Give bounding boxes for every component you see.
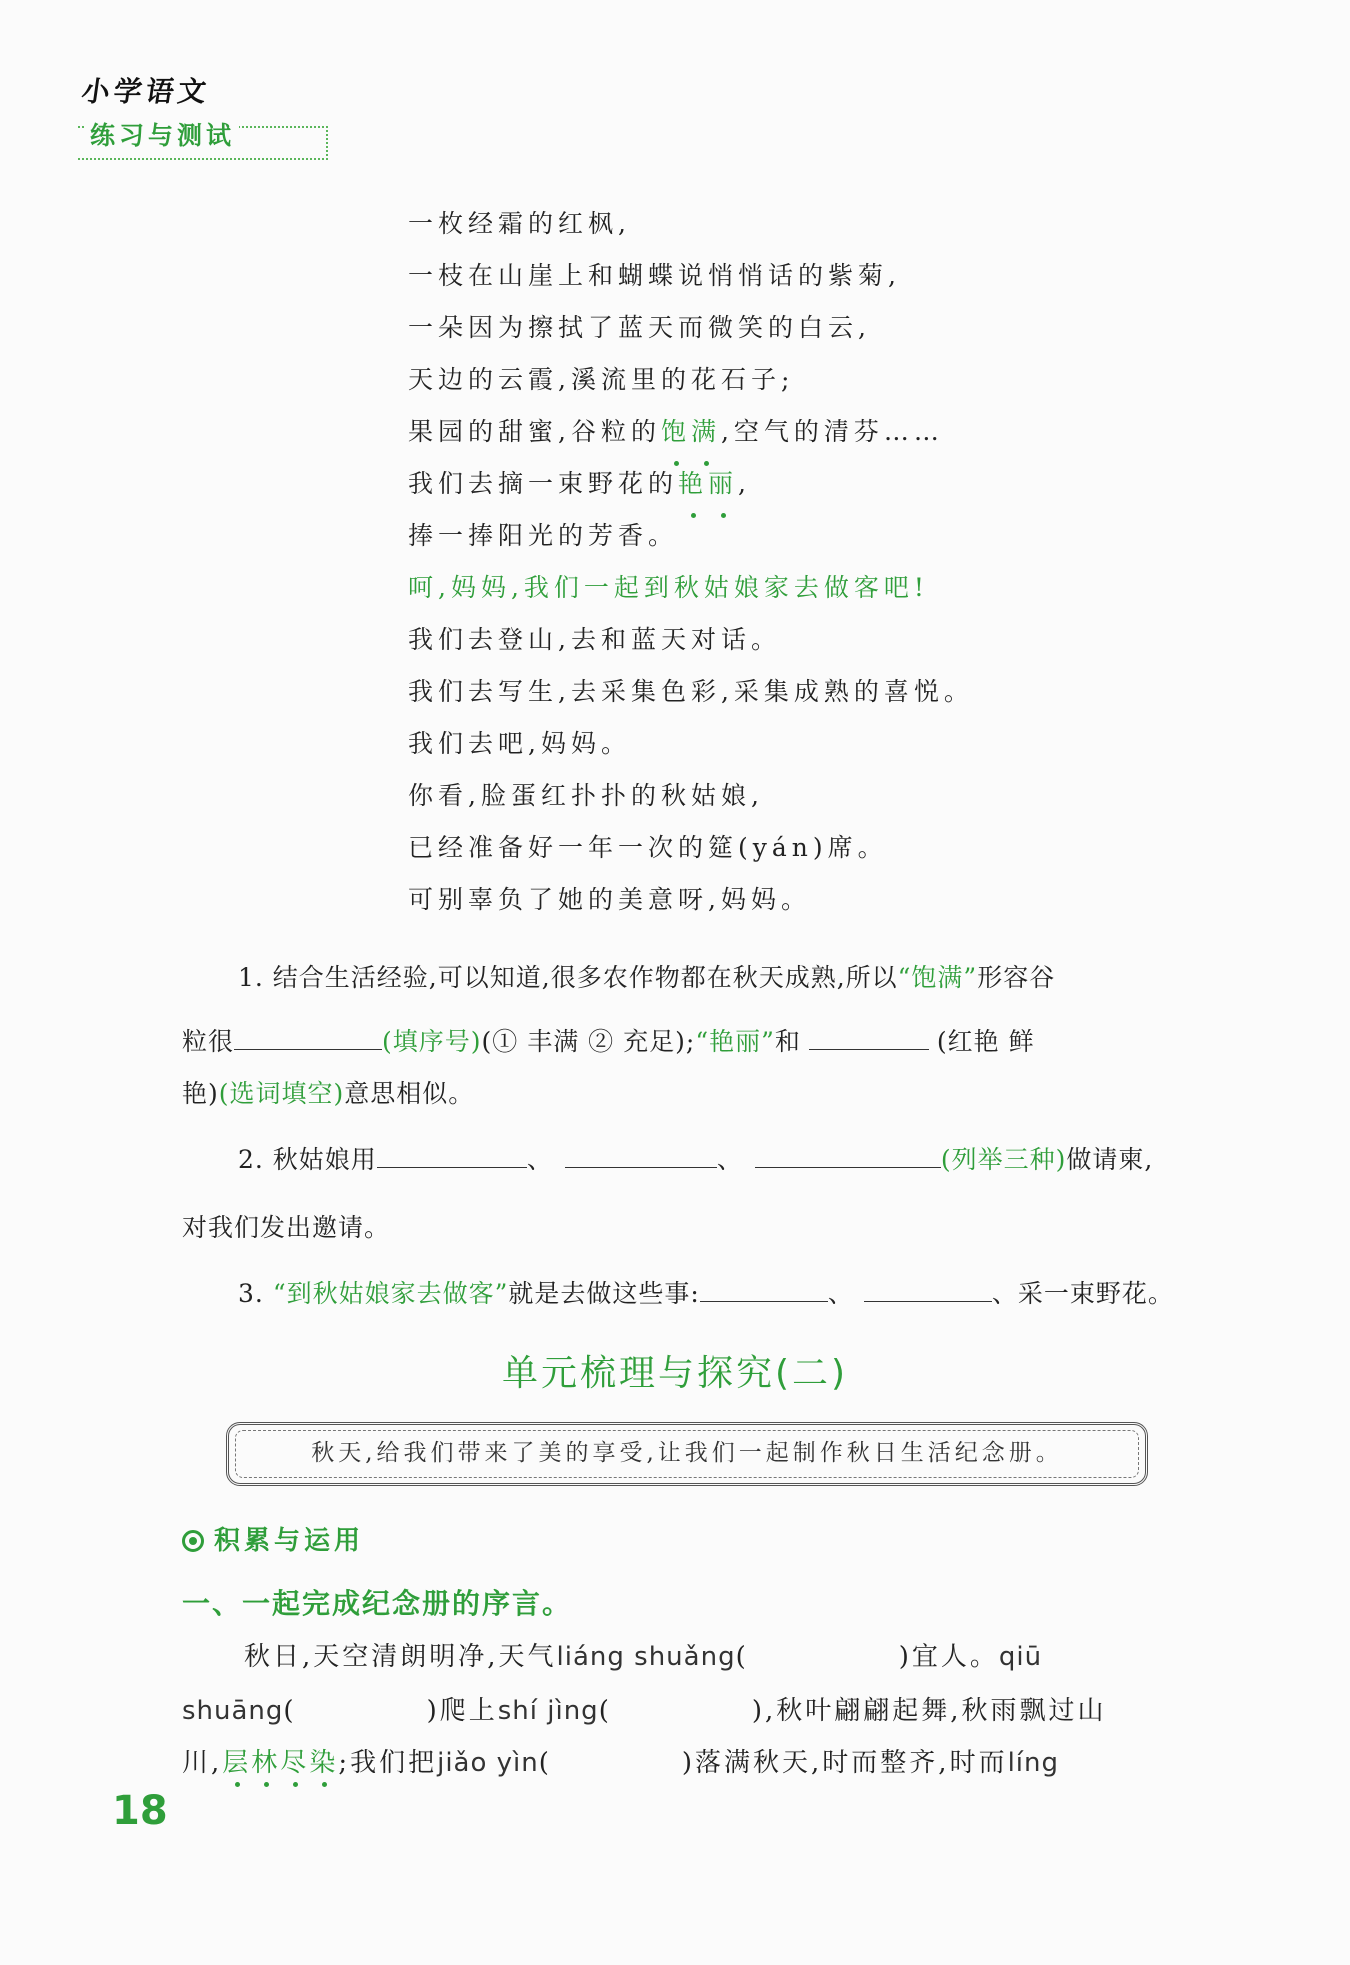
answer-blank[interactable] <box>297 1693 427 1719</box>
question-text: 、采一束野花。 <box>991 1279 1174 1308</box>
poem-line: 我们去登山,去和蓝天对话。 <box>408 625 781 654</box>
poem-text: ,空气的清芬…… <box>720 417 944 446</box>
preface-text: ;我们把 <box>338 1748 438 1778</box>
preface-text: ),秋叶翩翩起舞,秋雨飘过山 <box>751 1696 1107 1726</box>
poem-line: 我们去写生,去采集色彩,采集成熟的喜悦。 <box>408 677 974 706</box>
banner-text: 秋天,给我们带来了美的享受,让我们一起制作秋日生活纪念册。 <box>311 1440 1063 1466</box>
separator: 、 <box>716 1145 743 1174</box>
poem <box>408 198 974 926</box>
pinyin: shí jìng <box>497 1696 599 1726</box>
question-1-line-1 <box>238 958 1055 994</box>
question-hint: (选词填空) <box>218 1079 345 1108</box>
pinyin: shuāng <box>182 1696 284 1726</box>
poem-text: , <box>738 469 751 498</box>
part-heading: 一、一起完成纪念册的序言。 <box>182 1587 573 1620</box>
page-number: 18 <box>112 1788 168 1834</box>
pinyin: jiǎo yìn <box>437 1748 539 1778</box>
question-text: 1. 结合生活经验,可以知道,很多农作物都在秋天成熟,所以 <box>238 963 898 992</box>
question-text: 做请柬, <box>1066 1145 1154 1174</box>
preface-text: 秋日,天空清朗明净,天气 <box>244 1642 557 1672</box>
answer-blank[interactable] <box>377 1141 527 1168</box>
intro-banner <box>226 1422 1148 1486</box>
poem-line: 一枝在山崖上和蝴蝶说悄悄话的紫菊, <box>408 261 901 290</box>
preface-text: ( <box>735 1642 749 1672</box>
separator: 、 <box>827 1279 854 1308</box>
pinyin: liáng shuǎng <box>556 1642 736 1672</box>
poem-line: 一朵因为擦拭了蓝天而微笑的白云, <box>408 313 871 342</box>
poem-line: 一枚经霜的红枫, <box>408 209 631 238</box>
question-3-line-1 <box>238 1274 1174 1310</box>
poem-line: 已经准备好一年一次的筵(yán)席。 <box>408 833 888 862</box>
highlight-cenglinjinran <box>222 1748 338 1778</box>
question-text: 形容谷 <box>977 963 1056 992</box>
question-text: 意思相似。 <box>344 1079 475 1108</box>
answer-blank[interactable] <box>809 1023 929 1050</box>
answer-blank[interactable] <box>700 1275 828 1302</box>
pinyin: qiū <box>998 1642 1043 1672</box>
poem-line-highlight: 呵,妈妈,我们一起到秋姑娘家去做客吧! <box>408 573 929 602</box>
question-text: 粒很 <box>182 1027 235 1056</box>
preface-text: ( <box>283 1696 297 1726</box>
answer-blank[interactable] <box>552 1745 682 1771</box>
poem-line: 可别辜负了她的美意呀,妈妈。 <box>408 885 811 914</box>
highlight-yanli <box>678 469 738 498</box>
poem-line <box>408 406 974 458</box>
question-2-line-1 <box>238 1140 1153 1176</box>
emphasis-dot-char: 饱 <box>661 406 691 458</box>
question-text: 就是去做这些事: <box>508 1279 700 1308</box>
preface-text: )宜人。 <box>898 1642 999 1672</box>
question-text: 和 <box>774 1027 801 1056</box>
poem-text: 果园的甜蜜,谷粒的 <box>408 417 661 446</box>
answer-blank[interactable] <box>749 1639 899 1665</box>
sub-heading-text: 积累与运用 <box>214 1526 365 1556</box>
question-options: (红艳 鲜 <box>936 1027 1035 1056</box>
answer-blank[interactable] <box>612 1693 752 1719</box>
emphasis-dot-char: 层 <box>222 1742 251 1779</box>
answer-blank[interactable] <box>234 1023 382 1050</box>
poem-line <box>408 458 974 510</box>
separator: 、 <box>526 1145 553 1174</box>
preface-text: )爬上 <box>426 1696 498 1726</box>
question-keyword: “饱满” <box>897 963 978 992</box>
sub-heading <box>182 1520 364 1557</box>
question-text: 2. 秋姑娘用 <box>238 1145 377 1174</box>
question-keyword: “到秋姑娘家去做客” <box>272 1279 509 1308</box>
question-1-line-3 <box>182 1074 474 1110</box>
poem-line: 我们去吧,妈妈。 <box>408 729 631 758</box>
emphasis-dot-char: 林 <box>251 1742 280 1779</box>
highlight-baoman <box>661 417 721 446</box>
question-hint: (填序号) <box>382 1027 482 1056</box>
preface-text: )落满秋天,时而整齐,时而 <box>681 1748 1008 1778</box>
answer-blank[interactable] <box>864 1275 992 1302</box>
preface-text: 川, <box>182 1748 223 1778</box>
preface-text: ( <box>598 1696 612 1726</box>
preface-line-1 <box>244 1636 1042 1673</box>
question-hint: (列举三种) <box>940 1145 1067 1174</box>
emphasis-dot-char: 满 <box>691 406 721 458</box>
emphasis-dot-char: 丽 <box>708 458 738 510</box>
emphasis-dot-char: 艳 <box>678 458 708 510</box>
section-title: 单元梳理与探究(二) <box>501 1353 849 1394</box>
poem-line: 你看,脸蛋红扑扑的秋姑娘, <box>408 781 764 810</box>
answer-blank[interactable] <box>565 1141 717 1168</box>
poem-line: 天边的云霞,溪流里的花石子; <box>408 365 795 394</box>
pinyin: líng <box>1007 1748 1060 1778</box>
preface-line-3 <box>182 1742 1059 1779</box>
target-circle-icon <box>182 1530 204 1552</box>
book-subtitle: 练习与测试 <box>86 116 239 152</box>
emphasis-dot-char: 尽 <box>280 1742 309 1779</box>
book-title: 小学语文 <box>79 75 213 108</box>
question-2-line-2: 对我们发出邀请。 <box>182 1213 391 1242</box>
emphasis-dot-char: 染 <box>309 1742 338 1779</box>
question-keyword: “艳丽” <box>695 1027 775 1056</box>
preface-line-2 <box>182 1690 1107 1727</box>
answer-blank[interactable] <box>755 1141 941 1168</box>
poem-text: 我们去摘一束野花的 <box>408 469 679 498</box>
question-text: 艳) <box>182 1079 219 1108</box>
question-text: 3. <box>238 1279 264 1308</box>
poem-line: 捧一捧阳光的芳香。 <box>408 521 679 550</box>
preface-text: ( <box>538 1748 552 1778</box>
question-options: (① 丰满 ② 充足); <box>481 1027 696 1056</box>
question-1-line-2 <box>182 1022 1035 1058</box>
book-subtitle-box <box>78 121 328 160</box>
